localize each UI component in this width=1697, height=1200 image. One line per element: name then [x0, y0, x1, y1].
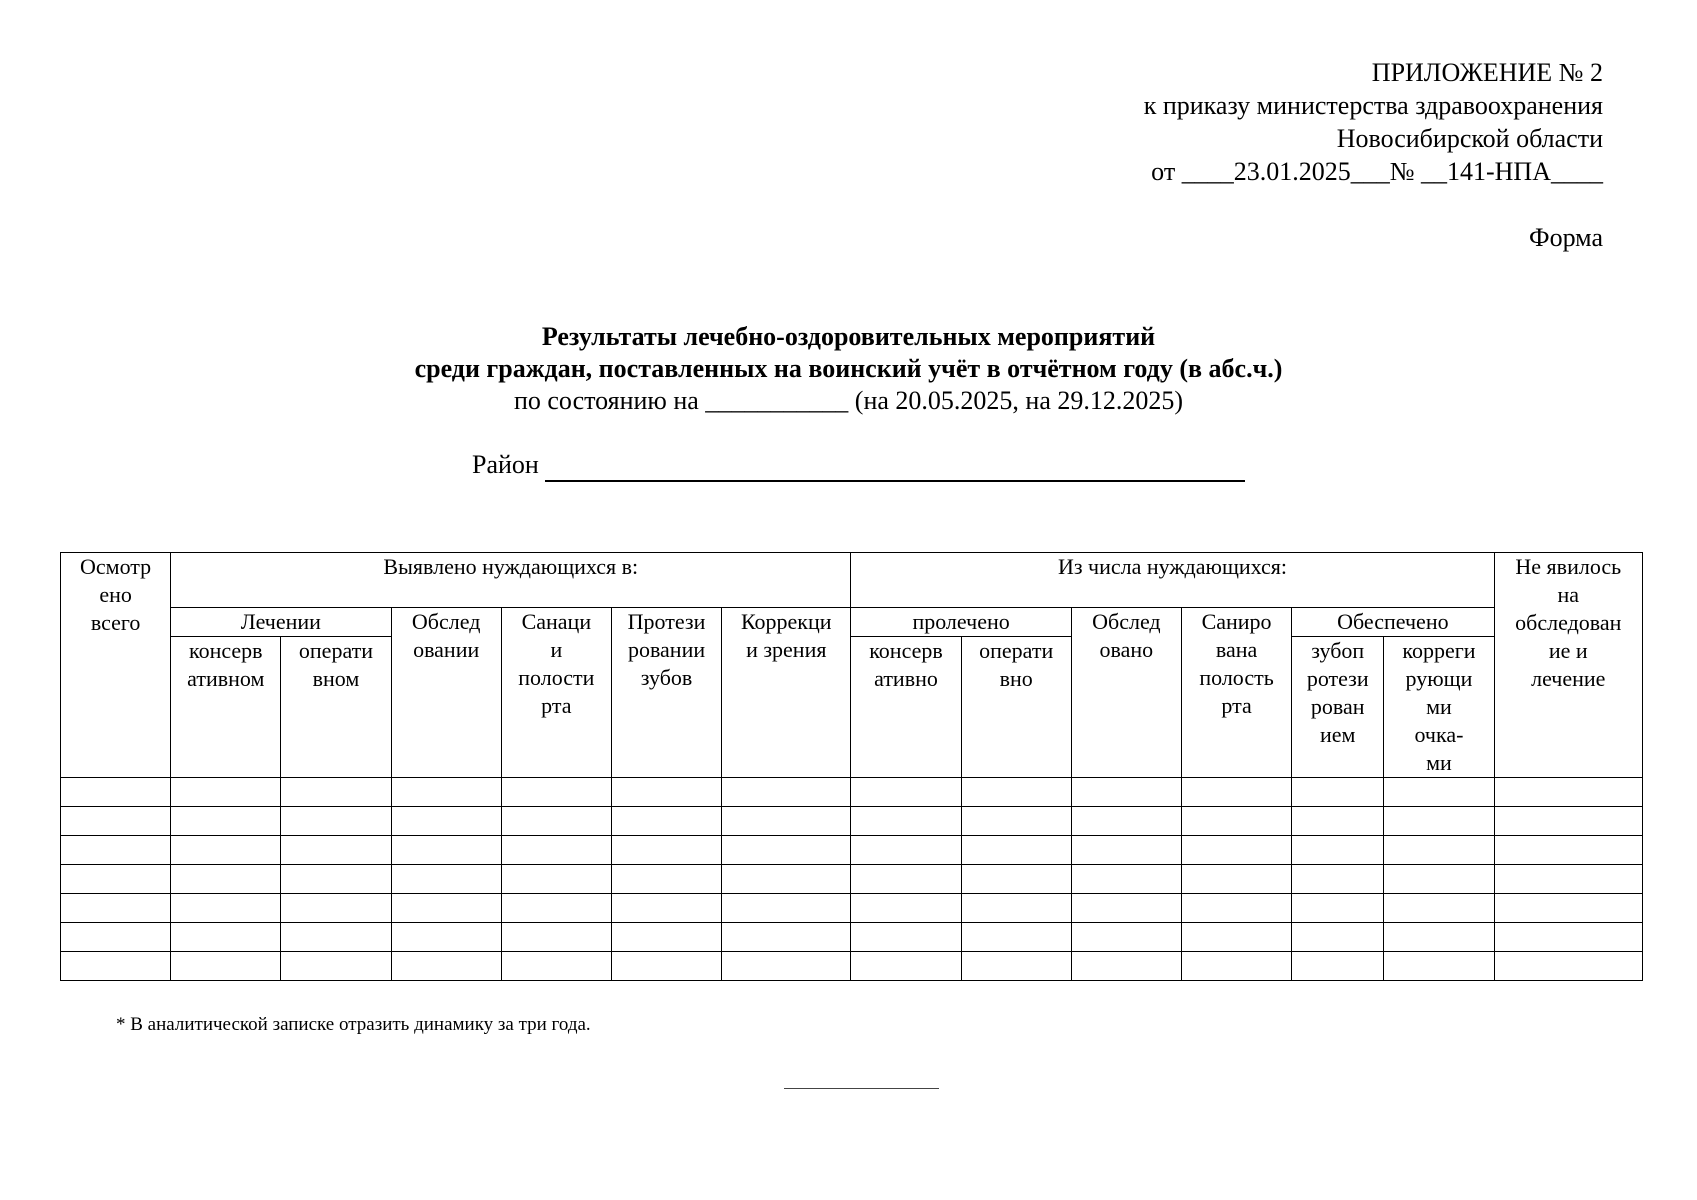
- table-cell[interactable]: [391, 894, 501, 923]
- table-cell[interactable]: [1384, 952, 1494, 981]
- table-cell[interactable]: [171, 865, 281, 894]
- table-cell[interactable]: [1181, 865, 1291, 894]
- form-label: Форма: [1529, 223, 1603, 252]
- table-cell[interactable]: [722, 952, 851, 981]
- table-cell[interactable]: [281, 894, 391, 923]
- identified-needing-header: Выявлено нуждающихся в:: [171, 553, 851, 608]
- table-cell[interactable]: [61, 836, 171, 865]
- table-cell[interactable]: [1384, 807, 1494, 836]
- provided-header: Обеспечено: [1292, 608, 1494, 637]
- table-cell[interactable]: [722, 894, 851, 923]
- table-cell[interactable]: [1292, 894, 1384, 923]
- table-cell[interactable]: [61, 807, 171, 836]
- operatively-header: операти вно: [961, 637, 1071, 778]
- dental-prosthetics-header: зубоп ротези рован ием: [1292, 637, 1384, 778]
- table-cell[interactable]: [1384, 923, 1494, 952]
- table-cell[interactable]: [501, 807, 611, 836]
- sanitized-header: Саниро вана полость рта: [1181, 608, 1291, 778]
- conservative-header: консерв ативном: [171, 637, 281, 778]
- table-cell[interactable]: [1071, 952, 1181, 981]
- table-cell[interactable]: [1071, 807, 1181, 836]
- table-cell[interactable]: [391, 923, 501, 952]
- table-cell[interactable]: [1181, 807, 1291, 836]
- table-cell[interactable]: [1181, 836, 1291, 865]
- table-cell[interactable]: [391, 865, 501, 894]
- table-cell[interactable]: [281, 952, 391, 981]
- table-cell[interactable]: [851, 894, 961, 923]
- footnote: * В аналитической записке отразить динамику за три года.: [116, 1014, 591, 1035]
- table-cell[interactable]: [281, 778, 391, 807]
- table-row: [61, 778, 1643, 807]
- table-cell[interactable]: [961, 778, 1071, 807]
- table-cell[interactable]: [281, 923, 391, 952]
- operative-header: операти вном: [281, 637, 391, 778]
- table-cell[interactable]: [961, 836, 1071, 865]
- table-cell[interactable]: [1292, 865, 1384, 894]
- table-cell[interactable]: [501, 778, 611, 807]
- vision-correction-header: Коррекци и зрения: [722, 608, 851, 778]
- table-cell[interactable]: [1494, 894, 1642, 923]
- table-cell[interactable]: [961, 894, 1071, 923]
- table-cell[interactable]: [501, 923, 611, 952]
- table-cell[interactable]: [1071, 836, 1181, 865]
- table-cell[interactable]: [1292, 807, 1384, 836]
- document-title-line-2: среди граждан, поставленных на воинский учёт в отчётном году (в абс.ч.): [414, 354, 1283, 383]
- examined-header: Обслед овано: [1071, 608, 1181, 778]
- table-cell[interactable]: [611, 923, 721, 952]
- table-cell[interactable]: [61, 952, 171, 981]
- table-cell[interactable]: [501, 836, 611, 865]
- table-cell[interactable]: [1494, 836, 1642, 865]
- end-separator-line: [784, 1088, 939, 1089]
- table-cell[interactable]: [391, 807, 501, 836]
- table-cell[interactable]: [611, 894, 721, 923]
- from-needing-header: Из числа нуждающихся:: [851, 553, 1494, 608]
- table-cell[interactable]: [61, 865, 171, 894]
- treatment-header: Лечении: [171, 608, 391, 637]
- table-cell[interactable]: [1071, 865, 1181, 894]
- table-cell[interactable]: [961, 952, 1071, 981]
- table-cell[interactable]: [1071, 778, 1181, 807]
- table-cell[interactable]: [722, 923, 851, 952]
- region-name: Новосибирской области: [1336, 124, 1603, 153]
- table-cell[interactable]: [171, 807, 281, 836]
- table-cell[interactable]: [1181, 778, 1291, 807]
- table-cell[interactable]: [391, 952, 501, 981]
- table-cell[interactable]: [391, 836, 501, 865]
- results-table: [60, 552, 1643, 981]
- document-title-line-1: Результаты лечебно-оздоровительных мероприятий: [541, 322, 1156, 351]
- table-cell[interactable]: [611, 952, 721, 981]
- table-cell[interactable]: [851, 865, 961, 894]
- table-cell[interactable]: [722, 836, 851, 865]
- sanitation-header: Санаци и полости рта: [501, 608, 611, 778]
- table-cell[interactable]: [501, 952, 611, 981]
- table-cell[interactable]: [851, 807, 961, 836]
- prosthetics-header: Протези ровании зубов: [611, 608, 721, 778]
- table-cell[interactable]: [722, 778, 851, 807]
- table-cell[interactable]: [1384, 836, 1494, 865]
- table-cell[interactable]: [1494, 952, 1642, 981]
- status-date-line: по состоянию на ___________ (на 20.05.2025, на 29.12.2025): [513, 386, 1184, 415]
- table-cell[interactable]: [611, 807, 721, 836]
- table-cell[interactable]: [391, 778, 501, 807]
- table-cell[interactable]: [722, 807, 851, 836]
- table-cell[interactable]: [1384, 865, 1494, 894]
- table-cell[interactable]: [961, 923, 1071, 952]
- table-row: [61, 923, 1643, 952]
- table-row: [61, 894, 1643, 923]
- table-cell[interactable]: [171, 923, 281, 952]
- table-cell[interactable]: [1071, 894, 1181, 923]
- examination-header: Обслед овании: [391, 608, 501, 778]
- order-date-number: от ____23.01.2025___№ __141-НПА____: [1151, 157, 1603, 186]
- table-cell[interactable]: [281, 836, 391, 865]
- table-cell[interactable]: [1071, 923, 1181, 952]
- table-cell[interactable]: [61, 778, 171, 807]
- table-cell[interactable]: [171, 894, 281, 923]
- table-cell[interactable]: [1292, 923, 1384, 952]
- table-cell[interactable]: [1384, 778, 1494, 807]
- table-row: [61, 836, 1643, 865]
- table-cell[interactable]: [61, 923, 171, 952]
- conservatively-header: консерв ативно: [851, 637, 961, 778]
- not-appeared-header: Не явилось на обследован ие и лечение: [1494, 553, 1642, 778]
- table-cell[interactable]: [611, 865, 721, 894]
- table-cell[interactable]: [851, 952, 961, 981]
- corrective-glasses-header: корреги рующи ми очка- ми: [1384, 637, 1494, 778]
- table-cell[interactable]: [501, 894, 611, 923]
- district-blank-line[interactable]: [545, 480, 1245, 482]
- table-cell[interactable]: [1292, 836, 1384, 865]
- table-cell[interactable]: [961, 807, 1071, 836]
- table-cell[interactable]: [281, 865, 391, 894]
- table-cell[interactable]: [961, 865, 1071, 894]
- appendix-number: ПРИЛОЖЕНИЕ № 2: [1371, 58, 1603, 87]
- table-cell[interactable]: [61, 894, 171, 923]
- table-cell[interactable]: [611, 836, 721, 865]
- document-header: [1144, 56, 1603, 188]
- table-cell[interactable]: [851, 836, 961, 865]
- table-cell[interactable]: [1181, 952, 1291, 981]
- table-cell[interactable]: [1292, 778, 1384, 807]
- table-cell[interactable]: [1494, 923, 1642, 952]
- table-cell[interactable]: [1494, 807, 1642, 836]
- table-cell[interactable]: [281, 807, 391, 836]
- table-cell[interactable]: [1181, 923, 1291, 952]
- table-cell[interactable]: [851, 778, 961, 807]
- table-row: [61, 952, 1643, 981]
- table-cell[interactable]: [1494, 865, 1642, 894]
- table-cell[interactable]: [171, 778, 281, 807]
- examined-total-header: Осмотр ено всего: [61, 553, 171, 778]
- order-reference: к приказу министерства здравоохранения: [1143, 91, 1603, 120]
- table-cell[interactable]: [1384, 894, 1494, 923]
- table-cell[interactable]: [611, 778, 721, 807]
- table-cell[interactable]: [501, 865, 611, 894]
- table-cell[interactable]: [1494, 778, 1642, 807]
- table-row: [61, 807, 1643, 836]
- table-cell[interactable]: [171, 836, 281, 865]
- table-row: [61, 865, 1643, 894]
- treated-header: пролечено: [851, 608, 1071, 637]
- table-cell[interactable]: [722, 865, 851, 894]
- district-label: Район: [472, 450, 539, 479]
- table-cell[interactable]: [1292, 952, 1384, 981]
- table-body: [61, 778, 1643, 981]
- table-cell[interactable]: [1181, 894, 1291, 923]
- table-cell[interactable]: [171, 952, 281, 981]
- table-cell[interactable]: [851, 923, 961, 952]
